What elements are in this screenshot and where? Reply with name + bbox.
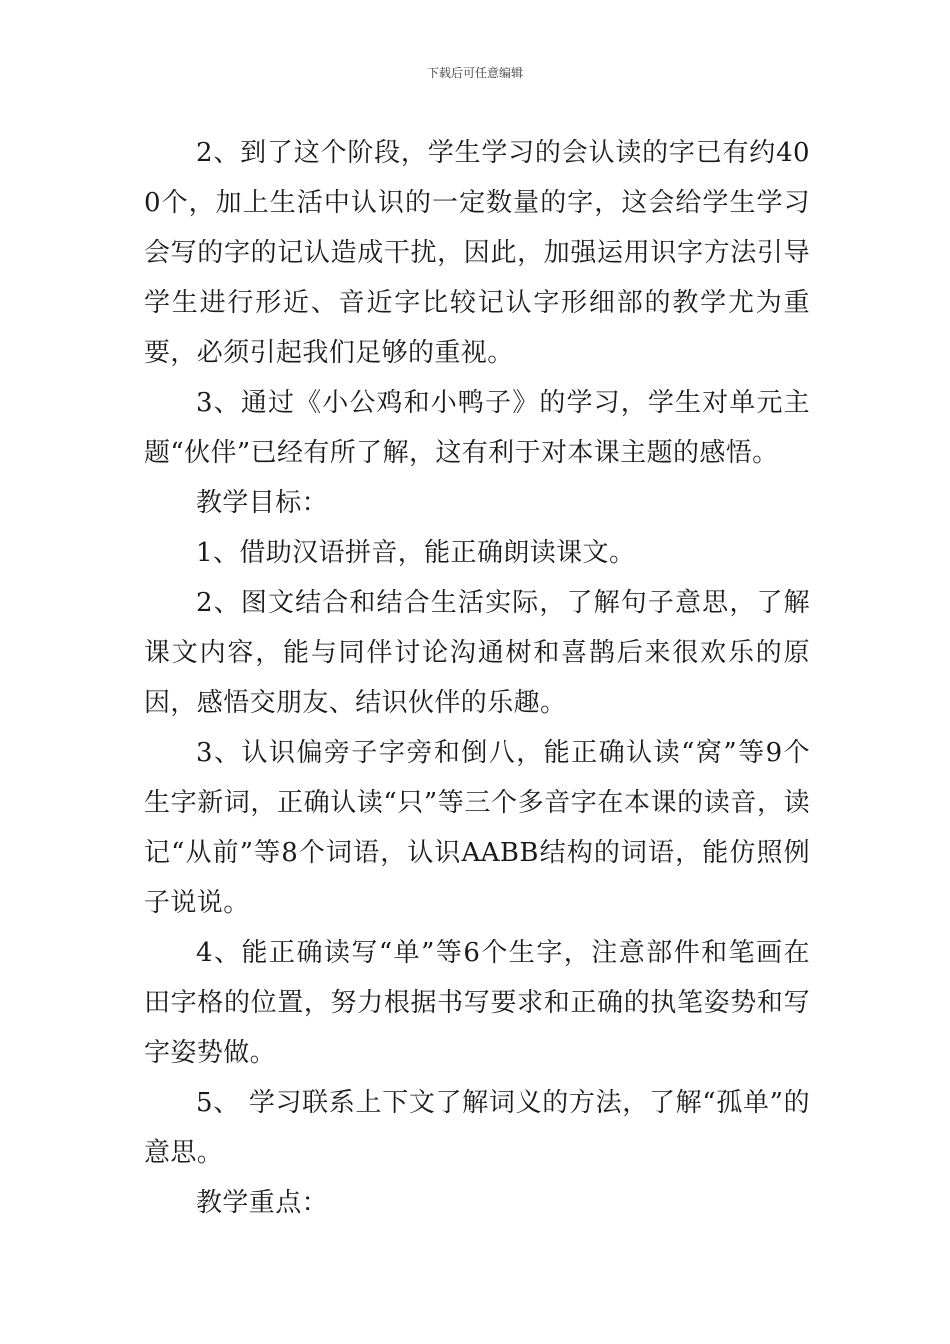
paragraph-learning-difficulty: 2、到了这个阶段，学生学习的会认读的字已有约400个，加上生活中认识的一定数量的字，这会给学生学习会写的字的记认造成干扰，因此，加强运用识字方法引导学生进行形近、音近字比较记认字形细部的教学尤为重要，必须引起我们足够的重视。: [144, 138, 810, 368]
paragraph-unit-theme: 3、通过《小公鸡和小鸭子》的学习，学生对单元主题“伙伴”已经有所了解，这有利于对本课主题的感悟。: [144, 388, 810, 468]
goal-item-5: 5、 学习联系上下文了解词义的方法，了解“孤单”的意思。: [144, 1088, 810, 1168]
goal-item-4: 4、能正确读写“单”等6个生字，注意部件和笔画在田字格的位置，努力根据书写要求和正确的执笔姿势和写字姿势做。: [144, 938, 810, 1068]
goal-item-1: 1、借助汉语拼音，能正确朗读课文。: [196, 538, 636, 568]
document-body: [144, 128, 810, 1228]
page-header: 下载后可任意编辑: [426, 66, 523, 80]
goal-item-2: 2、图文结合和结合生活实际，了解句子意思，了解课文内容，能与同伴讨论沟通树和喜鹊后来很欢乐的原因，感悟交朋友、结识伙伴的乐趣。: [144, 588, 810, 718]
heading-teaching-focus: 教学重点：: [196, 1188, 329, 1218]
heading-teaching-goals: 教学目标：: [196, 488, 329, 518]
goal-item-3: 3、认识偏旁子字旁和倒八，能正确认读“窝”等9个生字新词，正确认读“只”等三个多音字在本课的读音，读记“从前”等8个词语，认识AABB结构的词语，能仿照例子说说。: [144, 738, 810, 918]
